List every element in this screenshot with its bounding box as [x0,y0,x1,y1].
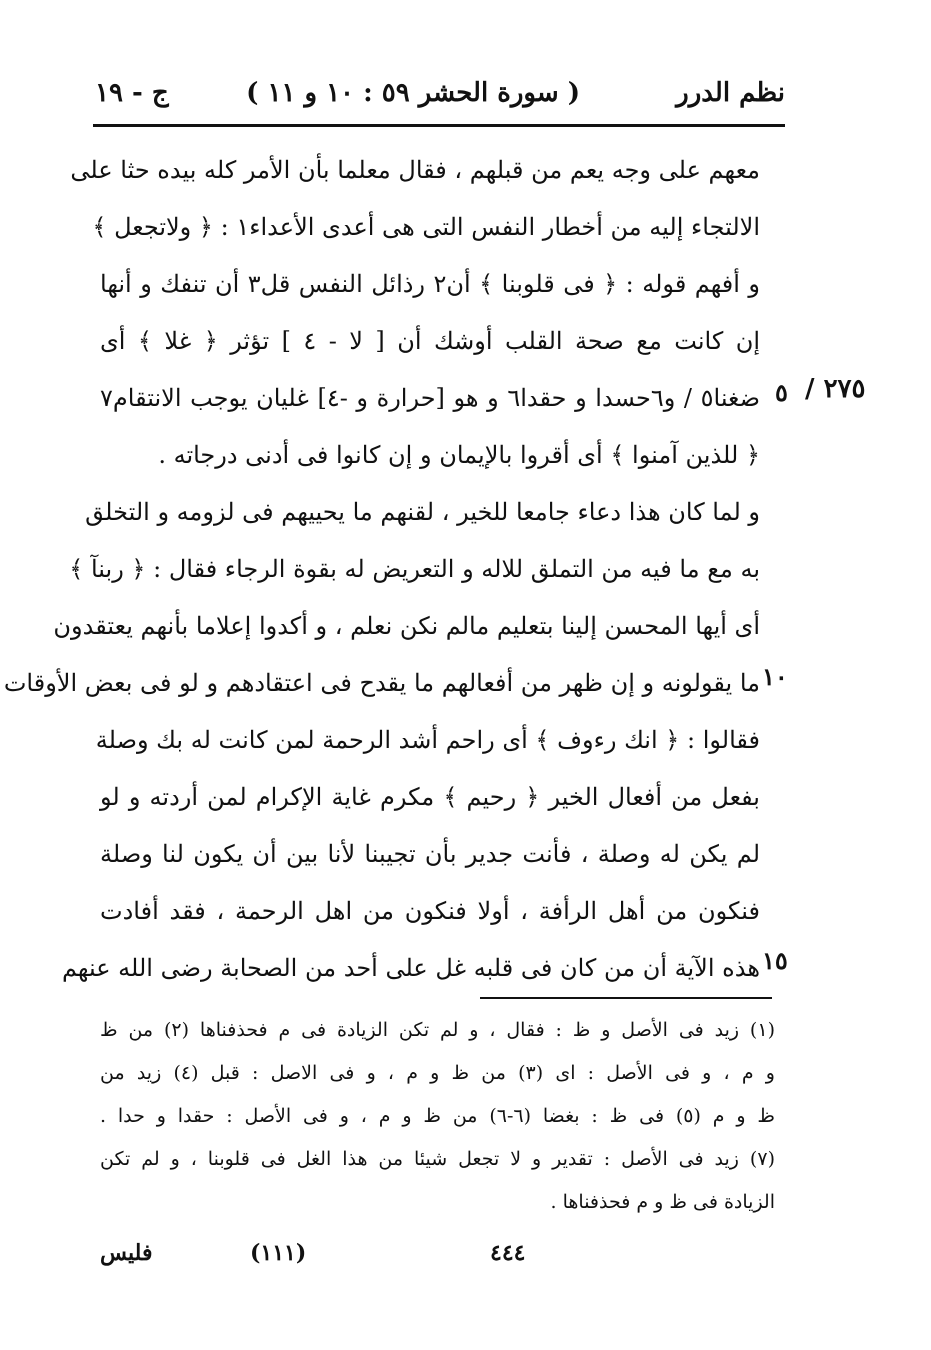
sequence-number: (١١١) [250,1240,307,1266]
footnote-line: (٧) زيد فى الأصل : تقدير و لا تجعل شيئا من هذا الغل فى قلوبنا ، و لم تكن [100,1148,775,1170]
surah-reference: ( سورة الحشر ٥٩ : ١٠ و ١١ ) [246,78,580,108]
text-line: فنكون من أهل الرأفة ، أولا فنكون من اهل الرحمة ، فقد أفادت [100,897,760,925]
running-header [95,78,785,118]
line-number-5: ٥ [775,378,788,407]
signature-word: فليس [100,1240,153,1266]
footnote-line: و م ، و فى الأصل : اى (٣) من ظ و م ، و فى الاصل : قبل (٤) زيد من [100,1062,775,1084]
part-number: ج - ١٩ [95,78,169,108]
text-line: معهم على وجه يعم من قبلهم ، فقال معلما بأن الأمر كله بيده حثا على [70,156,760,184]
text-line: ما يقولونه و إن ظهر من أفعالهم ما يقدح فى اعتقادهم و لو فى بعض الأوقات [3,669,760,697]
text-line: إن كانت مع صحة القلب أوشك أن [ لا - ٤ ] تؤثر ﴿ غلا ﴾ أى [100,327,760,355]
text-line: و لما كان هذا دعاء جامعا للخير ، لقنهم ما يحييهم فى لزومه و التخلق [85,498,760,526]
book-title: نظم الدرر [676,78,785,108]
footnote-separator [480,997,772,999]
text-line: لم يكن له وصلة ، فأنت جدير بأن تجيبنا لأنا بين أن يكون لنا وصلة [100,840,761,868]
line-number-10: ١٠ [762,662,788,691]
footnote-line: (١) زيد فى الأصل و ظ : فقال ، و لم تكن الزيادة فى م فحذفناها (٢) من ظ [100,1019,775,1041]
text-line: ضغنا٥ / و٦حسدا و حقدا٦ و هو [حرارة و -٤] غليان يوجب الانتقام٧ [100,384,761,412]
text-line: الالتجاء إليه من أخطار النفس التى هى أعدى الأعداء١ : ﴿ ولاتجعل ﴾ [92,213,760,241]
margin-page-reference: ٢٧٥ / [805,374,866,404]
page-number: ٤٤٤ [490,1240,526,1266]
header-rule [93,124,785,127]
footnote-line: ظ و م (٥) فى ظ : بغضا (٦-٦) من ظ و م ، و فى الأصل : حقدا و حدا . [100,1105,775,1127]
line-number-15: ١٥ [762,946,788,975]
text-line: بفعل من أفعال الخير ﴿ رحيم ﴾ مكرم غاية الإكرام لمن أردته و لو [100,783,760,811]
text-line: هذه الآية أن من كان فى قلبه غل على أحد من الصحابة رضى الله عنهم [61,954,760,982]
text-line: فقالوا : ﴿ انك رءوف ﴾ أى راحم أشد الرحمة لمن كانت له بك وصلة [95,726,760,754]
text-line: ﴿ للذين آمنوا ﴾ أى أقروا بالإيمان و إن كانوا فى أدنى درجاته . [158,441,760,469]
text-line: به مع ما فيه من التملق للاله و التعريض له بقوة الرجاء فقال : ﴿ ربنآ ﴾ [69,555,760,583]
text-line: أى أيها المحسن إلينا بتعليم مالم نكن نعلم ، و أكدوا إعلاما بأنهم يعتقدون [53,612,760,640]
page-footer [100,1240,740,1280]
footnote-line: الزيادة فى ظ و م فحذفناها . [550,1191,775,1213]
text-line: و أفهم قوله : ﴿ فى قلوبنا ﴾ أن٢ رذائل النفس قل٣ أن تنفك و أنها [100,270,760,298]
